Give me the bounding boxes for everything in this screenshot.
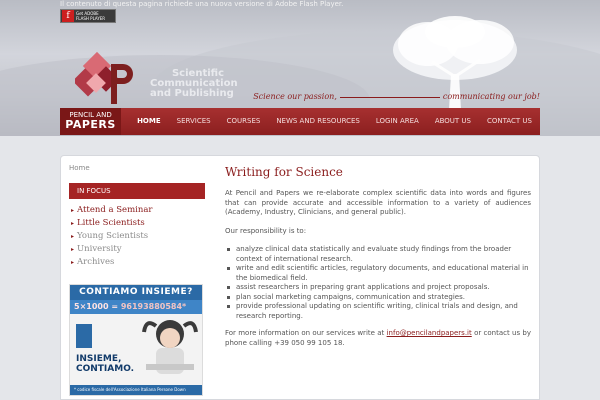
nav-services[interactable]: SERVICES: [176, 117, 211, 125]
site-header: [0, 0, 600, 136]
responsibility-list: [225, 245, 531, 321]
nav-courses[interactable]: COURSES: [226, 117, 261, 125]
list-item: write and edit scientific articles, regulatory documents, and educational material in the biomedical field.: [225, 264, 531, 283]
email-link[interactable]: info@pencilandpapers.it: [386, 329, 472, 337]
main-content: [225, 165, 531, 357]
nav-about-us[interactable]: ABOUT US: [434, 117, 471, 125]
flash-notice: Il contenuto di questa pagina richiede una nuova versione di Adobe Flash Player.: [60, 0, 344, 8]
responsibility-label: Our responsibility is to:: [225, 226, 307, 235]
association-logo-icon: [76, 324, 92, 348]
page-title: Writing for Science: [225, 165, 343, 179]
flash-icon: f: [62, 10, 74, 22]
child-illustration-icon: [136, 314, 202, 386]
banner-footer: * codice fiscale dell'Associazione Italiana Persone Down: [70, 385, 203, 395]
nav-login-area[interactable]: LOGIN AREA: [375, 117, 419, 125]
content-panel: [60, 155, 540, 400]
contiamo-insieme-banner[interactable]: CONTIAMO INSIEME? 5×1000 = 96193880584* INSIEME, CONTIAMO. * codice fiscale dell'Associazione Italiana Persone Down: [69, 284, 203, 396]
breadcrumb[interactable]: Home: [69, 164, 90, 172]
intro-paragraph: At Pencil and Papers we re-elaborate complex scientific data into words and figures that can provide accurate and accessible information to a variety of audiences (Academy, Industry, Clinicians, and general public).: [225, 189, 531, 216]
banner-title: CONTIAMO INSIEME?: [70, 285, 202, 300]
in-focus-list: [69, 204, 205, 269]
sidebar-item-attend-seminar[interactable]: ▸ Attend a Seminar: [71, 205, 153, 215]
sidebar: [69, 164, 205, 392]
nav-news-resources[interactable]: NEWS AND RESOURCES: [276, 117, 360, 125]
sidebar-item-young-scientists[interactable]: ▸ Young Scientists: [71, 231, 149, 241]
in-focus-heading: IN FOCUS: [69, 183, 205, 199]
list-item: plan social marketing campaigns, communication and strategies.: [225, 293, 531, 303]
list-item: provide professional updating on scientific writing, clinical trials and design, and research reporting.: [225, 302, 531, 321]
nav-contact-us[interactable]: CONTACT US: [487, 117, 532, 125]
nav-logo[interactable]: PENCIL AND PAPERS: [60, 108, 121, 135]
brand-subtitle: Scientific Communication and Publishing: [150, 68, 238, 99]
main-nav: [60, 108, 540, 135]
nav-home[interactable]: HOME: [137, 117, 161, 125]
sidebar-item-university[interactable]: ▸ University: [71, 244, 122, 254]
contact-paragraph: For more information on our services write at info@pencilandpapers.it or contact us by phone calling +39 050 99 105 18.: [225, 329, 532, 347]
list-item: analyze clinical data statistically and evaluate study findings from the broader context of international research.: [225, 245, 531, 264]
flash-badge-line2: FLASH PLAYER: [76, 16, 106, 21]
pencil-papers-logo-icon[interactable]: [75, 50, 137, 106]
sidebar-item-archives[interactable]: ▸ Archives: [71, 257, 115, 267]
get-flash-player-button[interactable]: [60, 9, 116, 23]
sidebar-item-little-scientists[interactable]: ▸ Little Scientists: [71, 218, 145, 228]
banner-calc: 5×1000 = 96193880584*: [70, 300, 202, 314]
flash-badge-line1: Get ADOBE: [76, 11, 99, 16]
list-item: assist researchers in preparing grant applications and project proposals.: [225, 283, 531, 293]
tagline: Science our passion, communicating our job!: [253, 92, 540, 101]
